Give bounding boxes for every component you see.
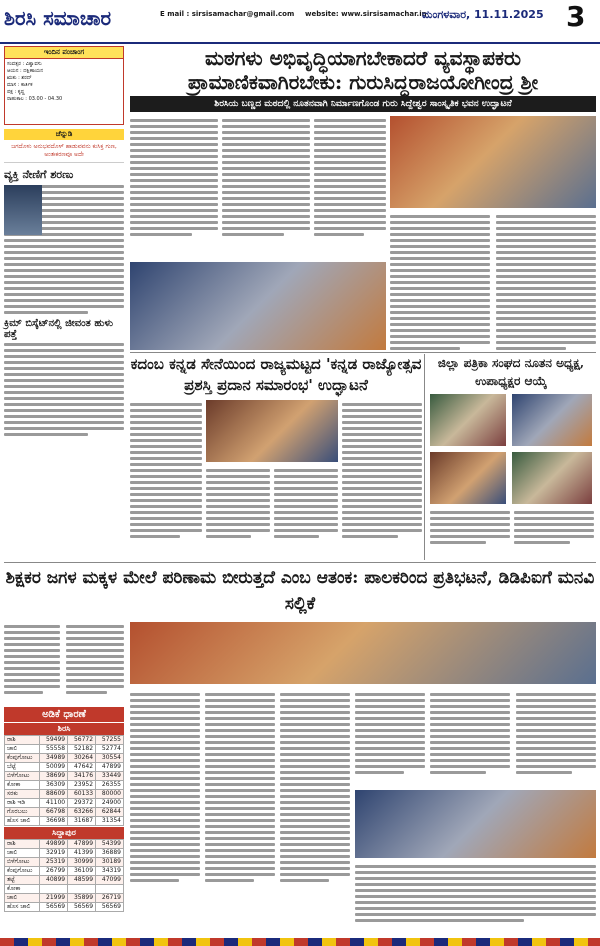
price-cell: 34319 xyxy=(96,867,124,876)
price-cell: 30554 xyxy=(96,754,124,763)
chennudi-title: ಚೆನ್ನುಡಿ xyxy=(4,129,124,140)
price-cell: 31687 xyxy=(68,817,96,826)
price-cell: 26719 xyxy=(96,894,124,903)
price-cell: 31354 xyxy=(96,817,124,826)
story5-body xyxy=(355,862,596,925)
price-cell: 36698 xyxy=(40,817,68,826)
table-row xyxy=(5,876,124,885)
story4-col-2 xyxy=(66,622,124,697)
story2-col-1 xyxy=(130,400,202,541)
price-cell: 33449 xyxy=(96,772,124,781)
price-cell: 34989 xyxy=(40,754,68,763)
price-cell: 41399 xyxy=(68,849,96,858)
table-row xyxy=(5,903,124,912)
main-story-photo-2 xyxy=(130,262,386,350)
price-cell: 21999 xyxy=(40,894,68,903)
story4-headline: ಶಿಕ್ಷಕರ ಜಗಳ ಮಕ್ಕಳ ಮೇಲೆ ಪರಿಣಾಮ ಬೀರುತ್ತದೆ ಎಂಬ ಆತಂಕ: ಪಾಲಕರಿಂದ ಪ್ರತಿಭಟನೆ, ಡಿಡಿಪಿಐಗೆ ಮನವಿ ಸಲ್ಲಿಕೆ xyxy=(5,568,595,614)
price-cell: 62844 xyxy=(96,808,124,817)
story4-col-6 xyxy=(355,690,425,777)
story2-col-4 xyxy=(342,400,422,541)
story4-col-5 xyxy=(280,690,350,885)
variety-cell: ರಾಶಿ ಇಡಿ xyxy=(5,799,40,808)
table-row xyxy=(5,858,124,867)
table-row xyxy=(5,763,124,772)
table-row xyxy=(5,754,124,763)
variety-cell: ಕೋಕಾ xyxy=(5,885,40,894)
variety-cell: ಕೋಕಾ xyxy=(5,781,40,790)
left-column xyxy=(4,46,124,439)
story3-col-1 xyxy=(430,508,510,547)
side-story2-title: ಕ್ರಿಮ್ ಬಿಸ್ಕೆಟ್‌ನಲ್ಲಿ ಜೀವಂತ ಹುಳು ಪತ್ತೆ xyxy=(4,318,114,340)
price-cell: 57255 xyxy=(96,736,124,745)
price-cell xyxy=(96,885,124,894)
story4-col-4 xyxy=(205,690,275,885)
variety-cell: ಬೆಟ್ಟೆ xyxy=(5,763,40,772)
main-story-photo-1 xyxy=(390,116,596,208)
story2-col-2 xyxy=(206,466,270,541)
table-row xyxy=(5,745,124,754)
main-subheadline: ಶಿರಸಿಯ ಬಣ್ಣದ ಮಠದಲ್ಲಿ ನೂತನವಾಗಿ ನಿರ್ಮಾಣಗೊಂಡ ಗುರು ಸಿದ್ದೇಶ್ವರ ಸಾಂಸ್ಕೃತಿಕ ಭವನ ಉದ್ಘಾಟನೆ xyxy=(130,96,596,112)
side-story-photo xyxy=(4,185,42,235)
main-headline: ಮಠಗಳು ಅಭಿವೃದ್ಧಿಯಾಗಬೇಕಾದರೆ ವ್ಯವಸ್ಥಾಪಕರು ಪ್ರಾಮಾಣಿಕವಾಗಿರಬೇಕು: ಗುರುಸಿದ್ಧರಾಜಯೋಗೀಂದ್ರ ಶ್ರೀ xyxy=(187,46,539,94)
price-cell: 30189 xyxy=(96,858,124,867)
price-cell: 60133 xyxy=(68,790,96,799)
variety-cell: ಬಿಳೆಗೋಟು xyxy=(5,858,40,867)
variety-cell: ಕೆಂಪುಗೋಟು xyxy=(5,867,40,876)
price-cell: 52774 xyxy=(96,745,124,754)
table-row xyxy=(5,867,124,876)
almanac-box xyxy=(4,59,124,125)
price-cell: 26799 xyxy=(40,867,68,876)
side-story2-body xyxy=(4,343,124,436)
story3-photo-vp2 xyxy=(430,452,506,504)
table-row xyxy=(5,736,124,745)
table-row xyxy=(5,790,124,799)
story4-col-8 xyxy=(516,690,596,777)
story2-headline: ಕದಂಬ ಕನ್ನಡ ಸೇನೆಯಿಂದ ರಾಜ್ಯಮಟ್ಟದ 'ಕನ್ನಡ ರಾಜ್ಯೋತ್ಸವ ಪ್ರಶಸ್ತಿ ಪ್ರದಾನ ಸಮಾರಂಭ' ಉದ್ಘಾಟನೆ xyxy=(130,355,422,394)
price-cell: 23952 xyxy=(68,781,96,790)
main-story-col-3 xyxy=(314,116,386,239)
areca-rate-box xyxy=(4,707,124,912)
price-cell: 66798 xyxy=(40,808,68,817)
price-cell: 56569 xyxy=(68,903,96,912)
price-cell: 30264 xyxy=(68,754,96,763)
price-cell: 36309 xyxy=(40,781,68,790)
variety-cell: ಹೊಸ ಚಾಲಿ xyxy=(5,903,40,912)
price-cell: 34176 xyxy=(68,772,96,781)
story5-photo xyxy=(355,790,596,858)
almanac-line: ಋತು : ಶರದ್ xyxy=(7,75,32,81)
variety-cell: ಸರಕು xyxy=(5,790,40,799)
price-cell: 80000 xyxy=(96,790,124,799)
table-row xyxy=(5,849,124,858)
story4-col-7 xyxy=(430,690,510,777)
price-cell: 24900 xyxy=(96,799,124,808)
almanac-line: ರಾಹುಕಾಲ : 03.00 - 04.30 xyxy=(7,96,63,102)
price-cell: 54399 xyxy=(96,840,124,849)
issue-date: ಮಂಗಳವಾರ, 11.11.2025 xyxy=(422,8,544,21)
price-cell: 47099 xyxy=(96,876,124,885)
rate-table-sirsi xyxy=(4,735,124,826)
table-row xyxy=(5,772,124,781)
variety-cell: ಹೊಸ ಚಾಲಿ xyxy=(5,817,40,826)
price-cell: 47899 xyxy=(96,763,124,772)
table-row xyxy=(5,817,124,826)
main-story-col-4 xyxy=(390,212,490,353)
price-cell: 50099 xyxy=(40,763,68,772)
price-cell: 47899 xyxy=(68,840,96,849)
almanac-line: ಆಯನ : ದಕ್ಷಿಣಾಯನ xyxy=(7,68,43,74)
table-row xyxy=(5,840,124,849)
price-cell xyxy=(40,885,68,894)
story2-photo xyxy=(206,400,338,462)
almanac-title: ಇಂದಿನ ಪಂಚಾಂಗ xyxy=(4,46,124,59)
almanac-line: ಮಾಸ : ಕಾರ್ತಿಕ xyxy=(7,82,33,88)
masthead xyxy=(0,0,600,44)
price-cell: 36889 xyxy=(96,849,124,858)
footer-strip xyxy=(0,938,600,946)
variety-cell: ಗೊರಬಲು xyxy=(5,808,40,817)
price-cell: 56569 xyxy=(40,903,68,912)
table-row xyxy=(5,799,124,808)
variety-cell: ಬಿಳೆಗೋಟು xyxy=(5,772,40,781)
side-story-title: ವ್ಯಕ್ತಿ ನೇಣಿಗೆ ಶರಣು xyxy=(4,168,74,181)
areca-rate-title: ಅಡಿಕೆ ಧಾರಣೆ xyxy=(4,707,124,722)
table-row xyxy=(5,885,124,894)
market-siddapur: ಸಿದ್ದಾಪುರ xyxy=(4,827,124,839)
price-cell: 25319 xyxy=(40,858,68,867)
story2-col-3 xyxy=(274,466,338,541)
story3-photo-vp1 xyxy=(512,394,592,446)
story4-col-1 xyxy=(4,622,60,697)
price-cell: 56569 xyxy=(96,903,124,912)
variety-cell: ರಾಶಿ xyxy=(5,840,40,849)
price-cell: 56772 xyxy=(68,736,96,745)
price-cell: 26355 xyxy=(96,781,124,790)
variety-cell: ಚಾಲಿ xyxy=(5,849,40,858)
price-cell: 30999 xyxy=(68,858,96,867)
story3-headline: ಜಿಲ್ಲಾ ಪತ್ರಿಕಾ ಸಂಘದ ನೂತನ ಅಧ್ಯಕ್ಷ, ಉಪಾಧ್ಯಕ್ಷರ ಆಯ್ಕೆ xyxy=(437,356,585,388)
variety-cell: ಚಾಲಿ xyxy=(5,894,40,903)
story3-photo-secretary xyxy=(512,452,592,504)
price-cell: 49899 xyxy=(40,840,68,849)
paper-title: ಶಿರಸಿ ಸಮಾಚಾರ xyxy=(4,6,112,30)
price-cell: 40899 xyxy=(40,876,68,885)
main-story-col-2 xyxy=(222,116,310,239)
market-sirsi: ಶಿರಸಿ xyxy=(4,723,124,735)
table-row xyxy=(5,894,124,903)
website: website: www.sirsisamachar.in xyxy=(305,10,427,18)
price-cell: 35899 xyxy=(68,894,96,903)
price-cell: 59499 xyxy=(40,736,68,745)
price-cell: 52182 xyxy=(68,745,96,754)
variety-cell: ರಾಶಿ xyxy=(5,736,40,745)
almanac-line: ಪಕ್ಷ : ಕೃಷ್ಣ xyxy=(7,89,25,95)
almanac-line: ಸಂವತ್ಸರ : ವಿಶ್ವಾವಸು xyxy=(7,61,42,67)
story4-photo xyxy=(130,622,596,684)
story4-col-3 xyxy=(130,690,200,885)
table-row xyxy=(5,781,124,790)
table-row xyxy=(5,808,124,817)
price-cell: 88609 xyxy=(40,790,68,799)
rate-table-siddapur xyxy=(4,839,124,912)
page-number: 3 xyxy=(566,0,586,33)
price-cell: 41100 xyxy=(40,799,68,808)
price-cell xyxy=(68,885,96,894)
main-story-col-5 xyxy=(496,212,596,353)
variety-cell: ಕೆಂಪುಗೋಟು xyxy=(5,754,40,763)
price-cell: 47642 xyxy=(68,763,96,772)
story3-col-2 xyxy=(514,508,594,547)
price-cell: 38699 xyxy=(40,772,68,781)
main-story-col-1 xyxy=(130,116,218,239)
price-cell: 29372 xyxy=(68,799,96,808)
price-cell: 48599 xyxy=(68,876,96,885)
variety-cell: ಚಾಲಿ xyxy=(5,745,40,754)
price-cell: 63266 xyxy=(68,808,96,817)
price-cell: 55558 xyxy=(40,745,68,754)
story3-photo-president xyxy=(430,394,506,446)
chennudi-text: ಜಗದೊಳು ಅನುಭವದೊಳ್ ಹಾಡುವವನು ಕುಸಿಕ್ತ ಗುಣ, ಅಂತಃಕರಣವೂ ಅದೇ xyxy=(4,140,124,163)
email: E mail : sirsisamachar@gmail.com xyxy=(160,10,295,18)
variety-cell: ತಟ್ಟೆ xyxy=(5,876,40,885)
price-cell: 36109 xyxy=(68,867,96,876)
price-cell: 32919 xyxy=(40,849,68,858)
